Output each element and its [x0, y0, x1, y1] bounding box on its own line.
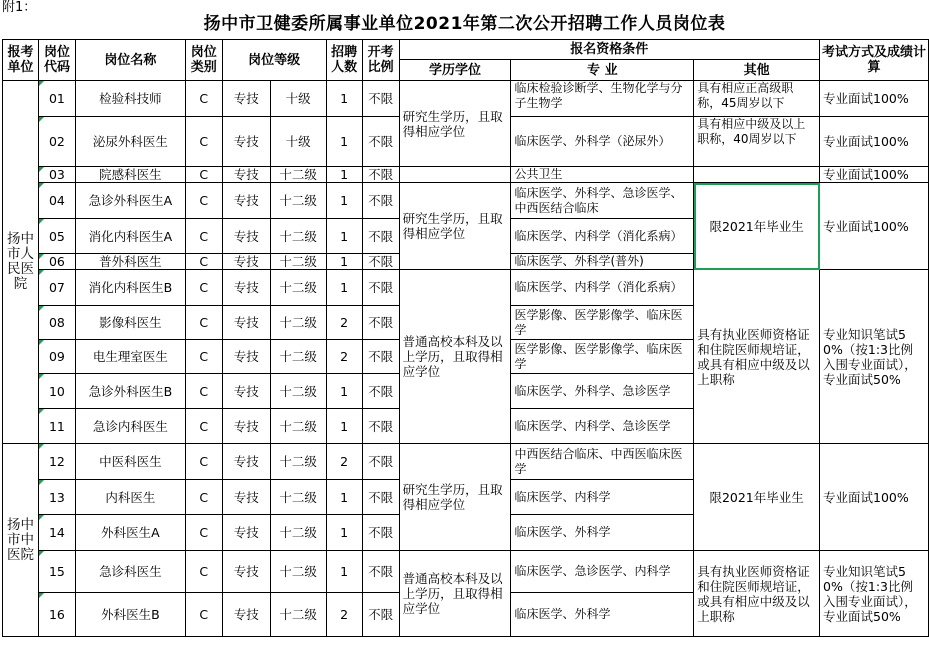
level-cell: 十二级 — [270, 515, 326, 551]
major-cell: 临床医学、外科学、急诊医学、中西医结合临床 — [511, 183, 694, 219]
major-cell: 临床医学、内科学（消化系病） — [511, 270, 694, 306]
education-cell: 普通高校本科及以上学历，且取得相应学位 — [399, 551, 511, 637]
table-row — [3, 81, 929, 117]
count-cell: 2 — [326, 306, 362, 340]
name-cell: 影像科医生 — [75, 306, 185, 340]
exam-cell: 专业面试100% — [820, 167, 929, 183]
major-cell: 中西医结合临床、中西医临床医学 — [511, 444, 694, 480]
unit-cell-hospital2: 扬中市中医院 — [3, 444, 39, 637]
count-cell: 1 — [326, 515, 362, 551]
code-cell: 15 — [38, 551, 75, 593]
type-cell: 专技 — [222, 117, 270, 167]
other-cell: 限2021年毕业生 — [694, 444, 820, 551]
level-cell: 十二级 — [270, 167, 326, 183]
major-cell: 公共卫生 — [511, 167, 694, 183]
level-cell: 十级 — [270, 117, 326, 167]
ratio-cell: 不限 — [362, 81, 399, 117]
category-cell: C — [185, 340, 222, 374]
name-cell: 泌尿外科医生 — [75, 117, 185, 167]
level-cell: 十二级 — [270, 444, 326, 480]
unit-cell-hospital1: 扬中市人民医院 — [3, 81, 39, 444]
major-cell: 临床医学、内科学（消化系病） — [511, 219, 694, 254]
name-cell: 急诊外科医生A — [75, 183, 185, 219]
ratio-cell: 不限 — [362, 254, 399, 270]
header-count: 招聘人数 — [326, 40, 362, 81]
type-cell: 专技 — [222, 306, 270, 340]
table-row — [3, 551, 929, 593]
code-cell: 11 — [38, 409, 75, 444]
level-cell: 十二级 — [270, 551, 326, 593]
education-cell: 研究生学历，且取得相应学位 — [399, 183, 511, 270]
ratio-cell: 不限 — [362, 167, 399, 183]
name-cell: 检验科技师 — [75, 81, 185, 117]
count-cell: 1 — [326, 374, 362, 409]
other-cell: 具有相应中级及以上职称，40周岁以下 — [694, 117, 820, 167]
code-cell: 07 — [38, 270, 75, 306]
name-cell: 急诊科医生 — [75, 551, 185, 593]
code-cell: 12 — [38, 444, 75, 480]
code-cell: 04 — [38, 183, 75, 219]
count-cell: 1 — [326, 409, 362, 444]
code-cell: 14 — [38, 515, 75, 551]
exam-cell: 专业面试100% — [820, 117, 929, 167]
name-cell: 中医科医生 — [75, 444, 185, 480]
type-cell: 专技 — [222, 167, 270, 183]
level-cell: 十二级 — [270, 340, 326, 374]
major-cell: 临床医学、外科学 — [511, 515, 694, 551]
name-cell: 内科医生 — [75, 480, 185, 515]
code-cell: 02 — [38, 117, 75, 167]
ratio-cell: 不限 — [362, 551, 399, 593]
major-cell: 医学影像、医学影像学、临床医学 — [511, 306, 694, 340]
name-cell: 急诊内科医生 — [75, 409, 185, 444]
major-cell: 临床医学、内科学 — [511, 480, 694, 515]
other-cell-empty — [694, 167, 820, 183]
exam-cell: 专业知识笔试50%（按1:3比例入围专业面试），专业面试50% — [820, 270, 929, 444]
education-cell: 普通高校本科及以上学历，且取得相应学位 — [399, 270, 511, 444]
code-cell: 03 — [38, 167, 75, 183]
table-row — [3, 270, 929, 306]
category-cell: C — [185, 515, 222, 551]
level-cell: 十二级 — [270, 480, 326, 515]
header-ratio: 开考比例 — [362, 40, 399, 81]
table-row — [3, 444, 929, 480]
header-other: 其他 — [694, 60, 820, 81]
ratio-cell: 不限 — [362, 340, 399, 374]
major-cell: 临床医学、急诊医学、内科学 — [511, 551, 694, 593]
major-cell: 医学影像、医学影像学、临床医学 — [511, 340, 694, 374]
code-cell: 10 — [38, 374, 75, 409]
category-cell: C — [185, 81, 222, 117]
ratio-cell: 不限 — [362, 270, 399, 306]
ratio-cell: 不限 — [362, 219, 399, 254]
type-cell: 专技 — [222, 81, 270, 117]
header-conditions: 报名资格条件 — [399, 40, 819, 60]
code-cell: 08 — [38, 306, 75, 340]
major-cell: 临床医学、外科学 — [511, 593, 694, 637]
count-cell: 1 — [326, 81, 362, 117]
category-cell: C — [185, 480, 222, 515]
header-unit: 报考单位 — [3, 40, 39, 81]
count-cell: 1 — [326, 270, 362, 306]
count-cell: 2 — [326, 340, 362, 374]
major-cell: 临床医学、内科学、急诊医学 — [511, 409, 694, 444]
category-cell: C — [185, 219, 222, 254]
type-cell: 专技 — [222, 444, 270, 480]
other-cell: 具有执业医师资格证和住院医师规培证，或具有相应中级及以上职称 — [694, 270, 820, 444]
header-exam: 考试方式及成绩计算 — [820, 40, 929, 81]
ratio-cell: 不限 — [362, 117, 399, 167]
education-cell: 研究生学历，且取得相应学位 — [399, 81, 511, 167]
ratio-cell: 不限 — [362, 183, 399, 219]
header-name: 岗位名称 — [75, 40, 185, 81]
type-cell: 专技 — [222, 551, 270, 593]
name-cell: 消化内科医生B — [75, 270, 185, 306]
ratio-cell: 不限 — [362, 409, 399, 444]
table-row — [3, 167, 929, 183]
count-cell: 2 — [326, 444, 362, 480]
major-cell: 临床医学、外科学、急诊医学 — [511, 374, 694, 409]
ratio-cell: 不限 — [362, 480, 399, 515]
header-row-1 — [3, 40, 929, 60]
name-cell: 消化内科医生A — [75, 219, 185, 254]
category-cell: C — [185, 593, 222, 637]
type-cell: 专技 — [222, 219, 270, 254]
level-cell: 十二级 — [270, 183, 326, 219]
code-cell: 06 — [38, 254, 75, 270]
category-cell: C — [185, 117, 222, 167]
name-cell: 院感科医生 — [75, 167, 185, 183]
type-cell: 专技 — [222, 270, 270, 306]
count-cell: 1 — [326, 117, 362, 167]
category-cell: C — [185, 183, 222, 219]
level-cell: 十二级 — [270, 306, 326, 340]
ratio-cell: 不限 — [362, 444, 399, 480]
exam-cell: 专业面试100% — [820, 183, 929, 270]
code-cell: 01 — [38, 81, 75, 117]
page-title: 扬中市卫健委所属事业单位2021年第二次公开招聘工作人员岗位表 — [203, 14, 726, 34]
count-cell: 1 — [326, 167, 362, 183]
ratio-cell: 不限 — [362, 374, 399, 409]
name-cell: 外科医生B — [75, 593, 185, 637]
major-cell: 临床医学、外科学（泌尿外） — [511, 117, 694, 167]
table-row — [3, 183, 929, 219]
count-cell: 1 — [326, 219, 362, 254]
exam-cell: 专业知识笔试50%（按1:3比例入围专业面试），专业面试50% — [820, 551, 929, 637]
header-code: 岗位代码 — [38, 40, 75, 81]
type-cell: 专技 — [222, 374, 270, 409]
education-cell-empty — [399, 167, 511, 183]
level-cell: 十二级 — [270, 409, 326, 444]
category-cell: C — [185, 444, 222, 480]
code-cell: 16 — [38, 593, 75, 637]
code-cell: 05 — [38, 219, 75, 254]
header-category: 岗位类别 — [185, 40, 222, 81]
category-cell: C — [185, 306, 222, 340]
level-cell: 十二级 — [270, 219, 326, 254]
level-cell: 十二级 — [270, 593, 326, 637]
count-cell: 2 — [326, 593, 362, 637]
type-cell: 专技 — [222, 480, 270, 515]
count-cell: 1 — [326, 254, 362, 270]
type-cell: 专技 — [222, 515, 270, 551]
major-cell: 临床检验诊断学、生物化学与分子生物学 — [511, 81, 694, 117]
category-cell: C — [185, 270, 222, 306]
category-cell: C — [185, 374, 222, 409]
education-cell: 研究生学历，且取得相应学位 — [399, 444, 511, 551]
name-cell: 电生理室医生 — [75, 340, 185, 374]
exam-cell: 专业面试100% — [820, 444, 929, 551]
count-cell: 1 — [326, 480, 362, 515]
type-cell: 专技 — [222, 593, 270, 637]
code-cell: 13 — [38, 480, 75, 515]
type-cell: 专技 — [222, 254, 270, 270]
exam-cell: 专业面试100% — [820, 81, 929, 117]
other-cell: 具有相应正高级职称，45周岁以下 — [694, 81, 820, 117]
level-cell: 十二级 — [270, 254, 326, 270]
count-cell: 1 — [326, 183, 362, 219]
header-major: 专 业 — [511, 60, 694, 81]
other-cell: 具有执业医师资格证和住院医师规培证，或具有相应中级及以上职称 — [694, 551, 820, 637]
level-cell: 十二级 — [270, 270, 326, 306]
header-education: 学历学位 — [399, 60, 511, 81]
recruitment-table — [2, 39, 929, 637]
name-cell: 急诊外科医生B — [75, 374, 185, 409]
ratio-cell: 不限 — [362, 515, 399, 551]
level-cell: 十二级 — [270, 374, 326, 409]
level-cell: 十级 — [270, 81, 326, 117]
name-cell: 外科医生A — [75, 515, 185, 551]
type-cell: 专技 — [222, 340, 270, 374]
other-cell-selected[interactable]: 限2021年毕业生 — [694, 183, 820, 270]
type-cell: 专技 — [222, 183, 270, 219]
ratio-cell: 不限 — [362, 306, 399, 340]
category-cell: C — [185, 254, 222, 270]
category-cell: C — [185, 409, 222, 444]
category-cell: C — [185, 551, 222, 593]
count-cell: 1 — [326, 551, 362, 593]
ratio-cell: 不限 — [362, 593, 399, 637]
category-cell: C — [185, 167, 222, 183]
type-cell: 专技 — [222, 409, 270, 444]
name-cell: 普外科医生 — [75, 254, 185, 270]
header-level: 岗位等级 — [222, 40, 326, 81]
major-cell: 临床医学、外科学(普外) — [511, 254, 694, 270]
annex-label: 附1： — [2, 0, 37, 15]
code-cell: 09 — [38, 340, 75, 374]
